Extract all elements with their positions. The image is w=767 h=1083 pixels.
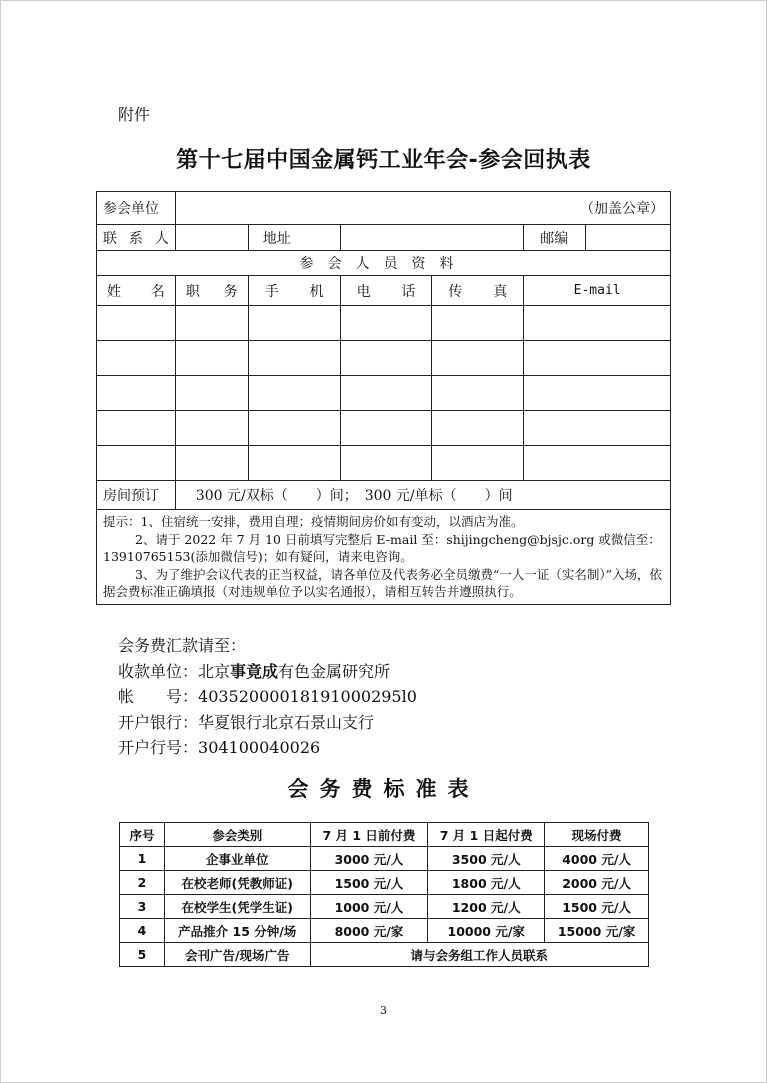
unit-label: 参会单位 xyxy=(97,192,176,225)
section-header: 参会人员资料 xyxy=(97,251,671,276)
fee-cell: 在校学生(凭学生证) xyxy=(164,895,310,919)
mobile-cell[interactable] xyxy=(248,446,340,481)
mobile-cell[interactable] xyxy=(248,376,340,411)
bank-no-value: 304100040026 xyxy=(198,738,321,757)
col-mobile: 手机 xyxy=(248,276,340,306)
mobile-cell[interactable] xyxy=(248,341,340,376)
note-1: 提示：1、住宿统一安排，费用自理；疫情期间房价如有变动，以酒店为准。 xyxy=(103,514,524,529)
fee-table xyxy=(119,822,649,967)
fee-cell: 2 xyxy=(120,871,165,895)
account-label: 帐 号： xyxy=(118,687,199,706)
fee-row xyxy=(120,895,649,919)
fee-cell: 3 xyxy=(120,895,165,919)
attachment-label: 附件 xyxy=(118,105,151,124)
fee-cell: 15000 元/家 xyxy=(545,919,649,943)
fee-header: 序号 xyxy=(120,823,165,847)
fee-table-title: 会务费标准表 xyxy=(287,777,480,801)
fee-cell: 8000 元/家 xyxy=(310,919,428,943)
page-title: 第十七届中国金属钙工业年会-参会回执表 xyxy=(176,148,591,173)
fee-cell: 1000 元/人 xyxy=(310,895,428,919)
bank-no-label: 开户行号： xyxy=(118,738,199,757)
fee-row xyxy=(120,847,649,871)
fee-cell: 3000 元/人 xyxy=(310,847,428,871)
fee-cell: 5 xyxy=(120,943,165,967)
contact-field[interactable] xyxy=(175,225,248,251)
fax-cell[interactable] xyxy=(432,341,524,376)
bank-no-line xyxy=(118,735,417,761)
fee-header-row xyxy=(120,823,649,847)
title-cell[interactable] xyxy=(175,446,248,481)
fee-cell: 1200 元/人 xyxy=(428,895,545,919)
bank-label: 开户银行： xyxy=(118,712,199,732)
name-cell[interactable] xyxy=(97,341,176,376)
fee-cell: 1800 元/人 xyxy=(428,871,545,895)
fee-row xyxy=(120,943,649,967)
page-number: 3 xyxy=(380,1004,387,1017)
unit-field[interactable] xyxy=(175,192,670,225)
name-cell[interactable] xyxy=(97,306,176,341)
bank-line xyxy=(118,710,417,736)
name-cell[interactable] xyxy=(97,446,176,481)
payee-line xyxy=(118,659,417,685)
fee-row xyxy=(120,919,649,943)
col-email: E-mail xyxy=(524,276,671,306)
attendee-row xyxy=(97,306,671,341)
fax-cell[interactable] xyxy=(432,411,524,446)
payee-pre: 北京 xyxy=(198,661,231,681)
fee-cell: 4 xyxy=(120,919,165,943)
phone-cell[interactable] xyxy=(340,411,432,446)
payee-post: 有色金属研究所 xyxy=(278,661,391,681)
note-2: 2、请于 2022 年 7 月 10 日前填写完整后 E-mail 至：shijingcheng@bjsjc.org 或微信至：13910765153(添加微信号)；如有疑问，请来电咨询。 xyxy=(103,531,661,564)
fee-header: 参会类别 xyxy=(164,823,310,847)
fee-cell: 10000 元/家 xyxy=(428,919,545,943)
col-title: 职务 xyxy=(175,276,248,306)
notes-cell xyxy=(97,510,671,605)
mobile-cell[interactable] xyxy=(248,411,340,446)
payee-label: 收款单位： xyxy=(118,661,199,681)
registration-form xyxy=(96,191,671,605)
phone-cell[interactable] xyxy=(340,341,432,376)
fee-header: 现场付费 xyxy=(545,823,649,847)
attendee-row xyxy=(97,446,671,481)
payment-heading: 会务费汇款请至： xyxy=(118,636,247,655)
contact-label: 联 系 人 xyxy=(97,225,176,251)
room-label: 房间预订 xyxy=(97,481,176,510)
fee-cell: 1 xyxy=(120,847,165,871)
email-cell[interactable] xyxy=(524,446,671,481)
address-field[interactable] xyxy=(340,225,524,251)
email-cell[interactable] xyxy=(524,341,671,376)
fax-cell[interactable] xyxy=(432,306,524,341)
mobile-cell[interactable] xyxy=(248,306,340,341)
phone-cell[interactable] xyxy=(340,306,432,341)
bank-value: 华夏银行北京石景山支行 xyxy=(198,712,375,732)
col-name: 姓名 xyxy=(97,276,176,306)
payee-bold: 事竟成 xyxy=(230,661,279,681)
email-cell[interactable] xyxy=(524,411,671,446)
attendee-row xyxy=(97,341,671,376)
fee-header: 7 月 1 日起付费 xyxy=(428,823,545,847)
fee-cell: 在校老师(凭教师证) xyxy=(164,871,310,895)
fee-header: 7 月 1 日前付费 xyxy=(310,823,428,847)
seal-note: （加盖公章） xyxy=(580,201,664,217)
title-cell[interactable] xyxy=(175,376,248,411)
room-booking[interactable]: 300 元/双标（ ）间； 300 元/单标（ ）间 xyxy=(175,481,670,510)
address-label: 地址 xyxy=(248,225,340,251)
fee-cell: 产品推介 15 分钟/场 xyxy=(164,919,310,943)
email-cell[interactable] xyxy=(524,306,671,341)
name-cell[interactable] xyxy=(97,411,176,446)
title-cell[interactable] xyxy=(175,411,248,446)
fee-contact-cell: 请与会务组工作人员联系 xyxy=(310,943,648,967)
fee-cell: 2000 元/人 xyxy=(545,871,649,895)
title-cell[interactable] xyxy=(175,306,248,341)
attendee-row xyxy=(97,376,671,411)
fax-cell[interactable] xyxy=(432,446,524,481)
account-value: 40352000018191000295l0 xyxy=(198,687,417,706)
postcode-field[interactable] xyxy=(586,225,671,251)
fee-cell: 企事业单位 xyxy=(164,847,310,871)
title-cell[interactable] xyxy=(175,341,248,376)
fax-cell[interactable] xyxy=(432,376,524,411)
email-cell[interactable] xyxy=(524,376,671,411)
col-fax: 传真 xyxy=(432,276,524,306)
note-3: 3、为了维护会议代表的正当权益，请各单位及代表务必全员缴费“一人一证（实名制）”入场，依据会费标准正确填报（对违规单位予以实名通报），请相互转告并遵照执行。 xyxy=(103,566,662,599)
phone-cell[interactable] xyxy=(340,376,432,411)
fee-cell: 4000 元/人 xyxy=(545,847,649,871)
payment-info xyxy=(118,633,417,761)
account-line xyxy=(118,684,417,710)
fee-cell: 1500 元/人 xyxy=(310,871,428,895)
fee-cell: 1500 元/人 xyxy=(545,895,649,919)
fee-cell: 3500 元/人 xyxy=(428,847,545,871)
attendee-row xyxy=(97,411,671,446)
fee-cell: 会刊广告/现场广告 xyxy=(164,943,310,967)
postcode-label: 邮编 xyxy=(524,225,586,251)
fee-row xyxy=(120,871,649,895)
name-cell[interactable] xyxy=(97,376,176,411)
col-phone: 电话 xyxy=(340,276,432,306)
phone-cell[interactable] xyxy=(340,446,432,481)
